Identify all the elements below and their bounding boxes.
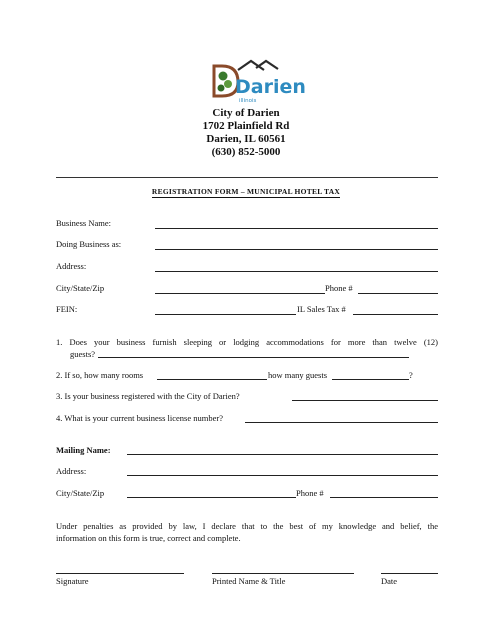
city-state-zip-label: City/State/Zip: [56, 283, 105, 293]
date-label: Date: [381, 576, 398, 586]
question-2-guests-label: how many guests: [268, 370, 328, 380]
declaration-line-1: Under penalties as provided by law, I declare that to the best of my knowledge and belief, the: [56, 521, 438, 531]
signature-label: Signature: [56, 576, 89, 586]
header-street-address: 1702 Plainfield Rd: [202, 120, 290, 132]
declaration-line-2: information on this form is true, correct and complete.: [56, 533, 241, 543]
printed-name-label: Printed Name & Title: [212, 576, 286, 586]
question-3-answer-field[interactable]: [292, 400, 438, 401]
fein-label: FEIN:: [56, 304, 78, 314]
address-field[interactable]: [155, 271, 438, 272]
question-2-guests-field[interactable]: [332, 379, 409, 380]
header-phone: (630) 852-5000: [211, 146, 281, 158]
mailing-address-label: Address:: [56, 466, 87, 476]
city-state-zip-field[interactable]: [155, 293, 325, 294]
leaf-icon: [219, 72, 228, 81]
header-city-state-zip: Darien, IL 60561: [206, 133, 286, 145]
header-city-name: City of Darien: [212, 107, 280, 119]
address-label: Address:: [56, 261, 87, 271]
question-2-rooms-label: 2. If so, how many rooms: [56, 370, 144, 380]
signature-field[interactable]: [56, 573, 184, 574]
mailing-name-label: Mailing Name:: [56, 445, 111, 455]
mailing-phone-label: Phone #: [296, 488, 324, 498]
question-2-rooms-field[interactable]: [157, 379, 267, 380]
mailing-address-field[interactable]: [127, 475, 438, 476]
logo-wordmark: Darien: [235, 76, 306, 98]
leaf-icon-2: [224, 80, 232, 88]
mailing-city-state-zip-field[interactable]: [127, 497, 296, 498]
business-name-label: Business Name:: [56, 218, 112, 228]
question-1-guests-label: guests?: [70, 349, 96, 359]
question-4-answer-field[interactable]: [245, 422, 438, 423]
logo-subtitle: illinois: [239, 98, 257, 104]
question-3-label: 3. Is your business registered with the City of Darien?: [56, 391, 240, 401]
question-1-answer-field[interactable]: [98, 357, 409, 358]
question-1-text: 1. Does your business furnish sleeping or lodging accommodations for more than twelve (12): [56, 337, 438, 347]
phone-field[interactable]: [358, 293, 438, 294]
mailing-city-state-zip-label: City/State/Zip: [56, 488, 105, 498]
header-divider: [56, 177, 438, 178]
mailing-name-field[interactable]: [127, 454, 438, 455]
il-sales-tax-label: IL Sales Tax #: [297, 304, 346, 314]
date-field[interactable]: [381, 573, 438, 574]
il-sales-tax-field[interactable]: [353, 314, 438, 315]
phone-label: Phone #: [325, 283, 353, 293]
mailing-phone-field[interactable]: [330, 497, 438, 498]
question-2-suffix: ?: [409, 370, 413, 380]
leaf-icon-3: [218, 85, 225, 92]
darien-logo: [208, 56, 306, 104]
form-title-text: REGISTRATION FORM – MUNICIPAL HOTEL TAX: [151, 187, 341, 196]
form-title: [0, 187, 492, 196]
business-name-field[interactable]: [155, 228, 438, 229]
question-4-label: 4. What is your current business license number?: [56, 413, 223, 423]
doing-business-as-label: Doing Business as:: [56, 239, 122, 249]
doing-business-as-field[interactable]: [155, 249, 438, 250]
printed-name-field[interactable]: [212, 573, 354, 574]
fein-field[interactable]: [155, 314, 296, 315]
